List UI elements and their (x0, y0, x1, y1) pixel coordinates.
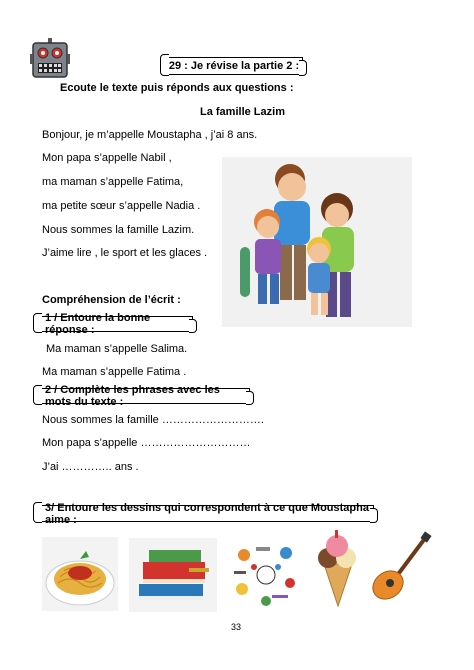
fill-line[interactable]: Mon papa s’appelle ………………………… (42, 437, 251, 449)
page-title-text: 29 : Je révise la partie 2 : (168, 60, 300, 72)
fill-line[interactable]: J’ai ………….. ans . (42, 461, 139, 473)
instruction-text: Ecoute le texte puis réponds aux questions : (60, 82, 294, 94)
question-1-text: 1 / Entoure la bonne réponse : (45, 312, 151, 336)
comprehension-heading: Compréhension de l’écrit : (42, 294, 181, 306)
fill-line[interactable]: Nous sommes la famille ………………………. (42, 414, 264, 426)
story-title: La famille Lazim (200, 106, 285, 118)
answer-option[interactable]: Ma maman s’appelle Salima. (46, 343, 188, 355)
story-line: ma maman s’appelle Fatima, (42, 176, 184, 188)
spaghetti-image[interactable] (42, 537, 118, 611)
story-line: Mon papa s’appelle Nabil , (42, 152, 172, 164)
robot-icon (30, 38, 70, 80)
story-line: Nous sommes la famille Lazim. (42, 224, 195, 236)
story-line: ma petite sœur s’appelle Nadia . (42, 200, 201, 212)
question-1-label (38, 312, 193, 336)
story-line: Bonjour, je m’appelle Moustapha , j’ai 8 ans. (42, 129, 258, 141)
story-line: J’aime lire , le sport et les glaces . (42, 247, 208, 259)
page-title (165, 57, 303, 75)
question-3-label (38, 501, 374, 526)
sports-image[interactable] (228, 537, 304, 613)
ice-cream-image[interactable] (310, 528, 365, 608)
question-2-label (38, 384, 250, 408)
books-image[interactable] (129, 538, 217, 612)
family-illustration (222, 157, 412, 327)
question-3-text: 3/ Entoure les dessins qui correspondent à ce que Moustapha aime : (45, 501, 369, 526)
page-number: 33 (231, 622, 242, 632)
answer-option[interactable]: Ma maman s’appelle Fatima . (42, 366, 187, 378)
guitar-image[interactable] (368, 531, 432, 607)
question-2-text: 2 / Complète les phrases avec les mots du texte : (45, 384, 220, 408)
